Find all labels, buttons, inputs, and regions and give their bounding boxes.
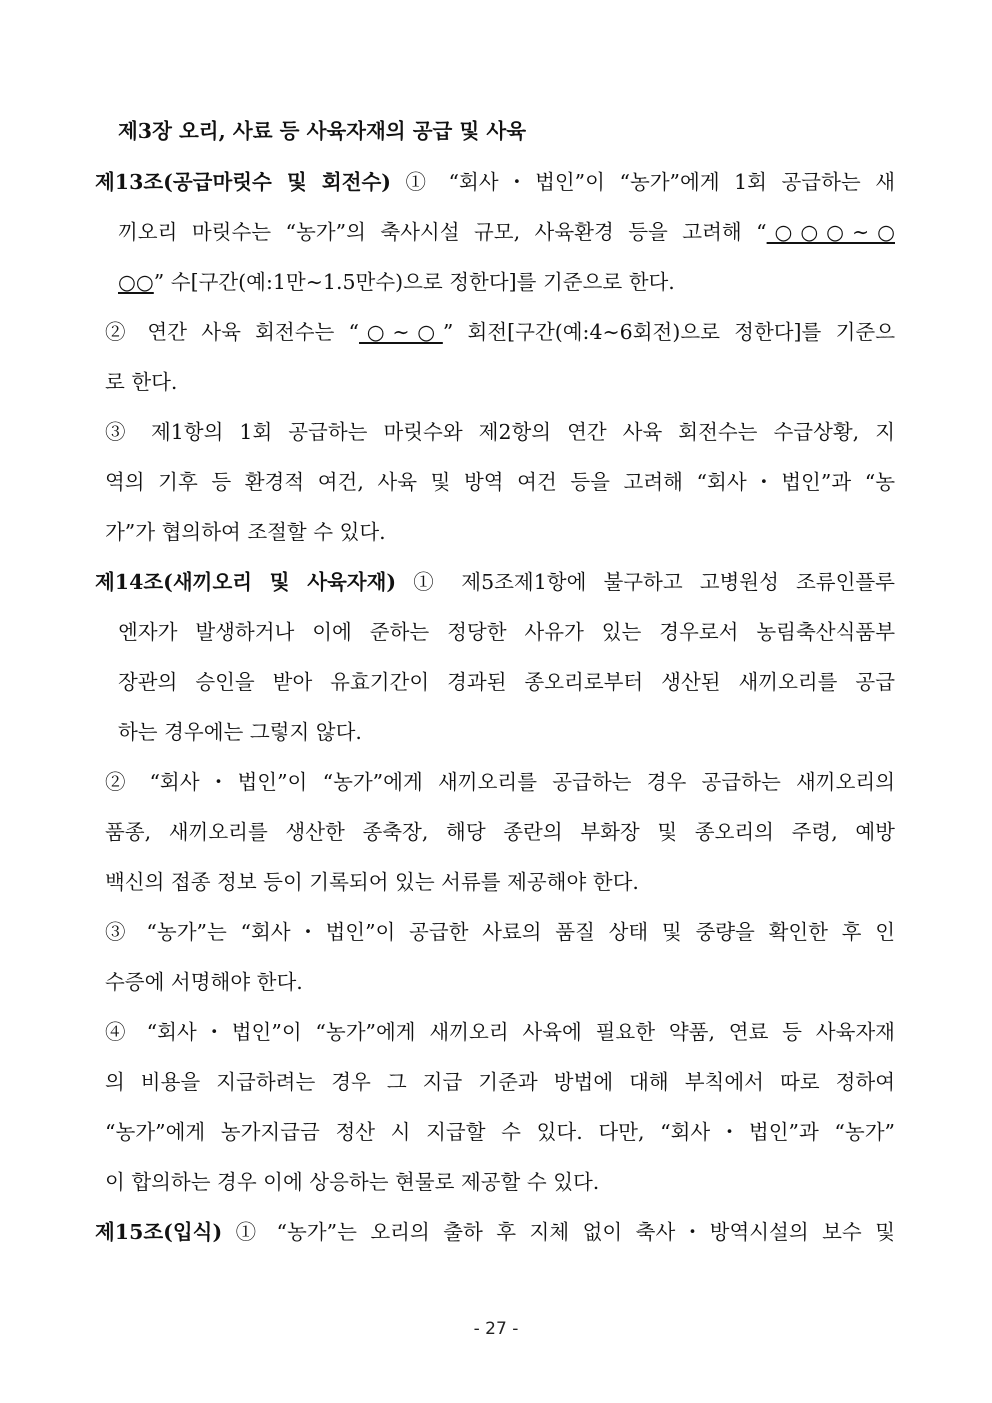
article-13-p2-line-2: 로 한다. (105, 370, 178, 394)
article-13-p3-line-2: 역의 기후 등 환경적 여건, 사육 및 방역 여건 등을 고려해 “회사・법인”과 “농 (105, 470, 895, 494)
article-14-p1-line-1: ① 제5조제1항에 불구하고 고병원성 조류인플루 (413, 570, 895, 594)
article-14-p4-line-4: 이 합의하는 경우 이에 상응하는 현물로 제공할 수 있다. (105, 1170, 600, 1194)
article-13-p3-line-1: ③ 제1항의 1회 공급하는 마릿수와 제2항의 연간 사육 회전수는 수급상황, 지 (105, 420, 895, 444)
article-13-heading: 제13조(공급마릿수 및 회전수) (95, 170, 392, 194)
chapter-title: 제3장 오리, 사료 등 사육자재의 공급 및 사육 (118, 119, 527, 143)
article-15-line-1 (95, 1217, 895, 1247)
article-13-line-1 (95, 167, 895, 197)
article-14-p1-line-2: 엔자가 발생하거나 이에 준하는 정당한 사유가 있는 경우로서 농림축산식품부 (118, 620, 895, 644)
article-14-p1-line-3: 장관의 승인을 받아 유효기간이 경과된 종오리로부터 생산된 새끼오리를 공급 (118, 670, 895, 694)
article-14-p3-line-1: ③ “농가”는 “회사・법인”이 공급한 사료의 품질 상태 및 중량을 확인한 후 인 (105, 920, 895, 944)
article-13-p2-line-1: ② 연간 사육 회전수는 “○∼○” 회전[구간(예:4∼6회전)으로 정한다]를 기준으 (105, 320, 895, 344)
placeholder-count-range: ○○○∼○ (766, 220, 895, 244)
article-13-p3-line-3: 가”가 협의하여 조절할 수 있다. (105, 520, 386, 544)
article-15-p1-line-1: ① “농가”는 오리의 출하 후 지체 없이 축사・방역시설의 보수 및 (235, 1220, 895, 1244)
article-13-p1-line-3: ○○” 수[구간(예:1만∼1.5만수)으로 정한다]를 기준으로 한다. (118, 270, 675, 294)
article-14-p2-line-3: 백신의 접종 정보 등이 기록되어 있는 서류를 제공해야 한다. (105, 870, 639, 894)
article-14-p2-line-2: 품종, 새끼오리를 생산한 종축장, 해당 종란의 부화장 및 종오리의 주령, 예방 (105, 820, 895, 844)
article-13-p1-line-2: 끼오리 마릿수는 “농가”의 축사시설 규모, 사육환경 등을 고려해 “○○○∼○ (118, 220, 895, 244)
article-14-p1-line-4: 하는 경우에는 그렇지 않다. (118, 720, 362, 744)
article-14-line-1 (95, 567, 895, 597)
page-number: - 27 - (473, 1319, 519, 1339)
article-14-p4-line-2: 의 비용을 지급하려는 경우 그 지급 기준과 방법에 대해 부칙에서 따로 정하여 (105, 1070, 895, 1094)
placeholder-count-range-cont: ○○ (118, 270, 154, 294)
article-14-p2-line-1: ② “회사・법인”이 “농가”에게 새끼오리를 공급하는 경우 공급하는 새끼오리의 (105, 770, 895, 794)
article-14-p4-line-1: ④ “회사・법인”이 “농가”에게 새끼오리 사육에 필요한 약품, 연료 등 사육자재 (105, 1020, 895, 1044)
article-13-p1-line-1: ① “회사・법인”이 “농가”에게 1회 공급하는 새 (405, 170, 895, 194)
article-14-heading: 제14조(새끼오리 및 사육자재) (95, 570, 397, 594)
article-14-p4-line-3: “농가”에게 농가지급금 정산 시 지급할 수 있다. 다만, “회사・법인”과 “농가” (105, 1120, 895, 1144)
placeholder-rotation-range: ○∼○ (359, 320, 443, 344)
article-15-heading: 제15조(입식) (95, 1220, 223, 1244)
article-14-p3-line-2: 수증에 서명해야 한다. (105, 970, 303, 994)
